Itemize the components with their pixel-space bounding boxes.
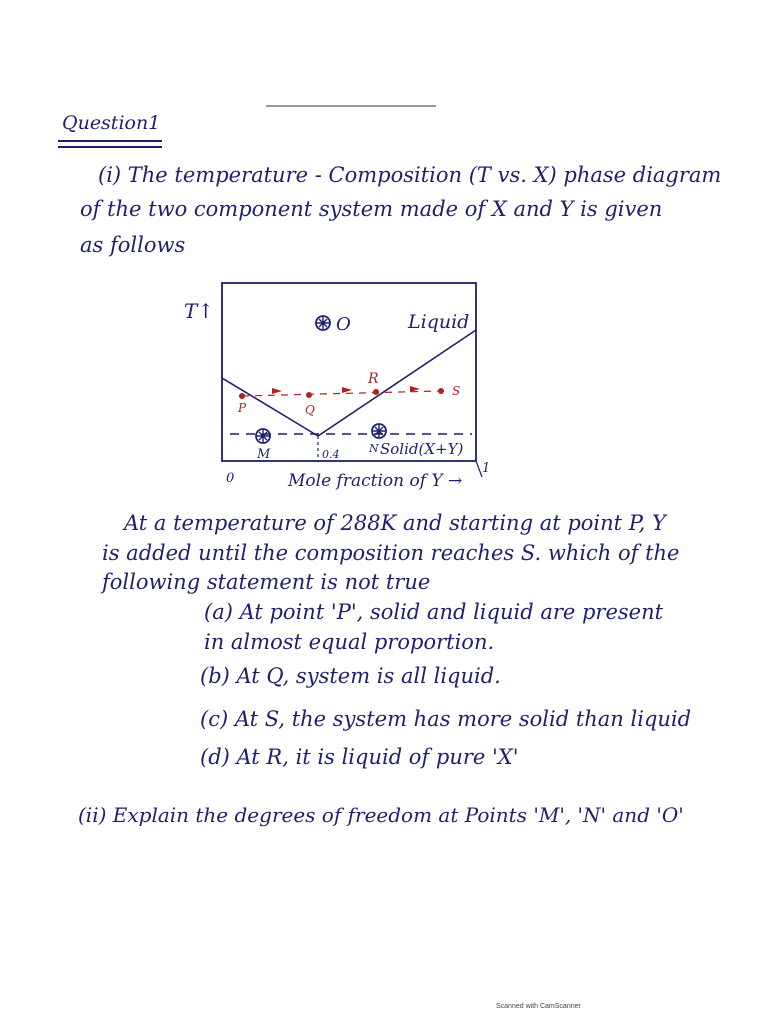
- point-Q-dot: [306, 392, 312, 398]
- question-paragraph-line-1: At a temperature of 288K and starting at point P, Y: [124, 511, 666, 535]
- point-O-hatch: [317, 317, 329, 329]
- t-axis-label: T↑: [184, 299, 215, 323]
- solid-region-label: Solid(X+Y): [380, 440, 464, 458]
- intro-line-2: of the two component system made of X and Y is given: [80, 197, 663, 221]
- point-O-label: O: [336, 314, 351, 335]
- point-S-dot: [438, 388, 444, 394]
- scanner-watermark: Scanned with CamScanner: [496, 1003, 581, 1010]
- x-axis-label: Mole fraction of Y →: [288, 471, 463, 491]
- option-a-line-1: (a) At point 'P', solid and liquid are present: [204, 600, 664, 624]
- point-P-dot: [239, 393, 245, 399]
- intro-line-3: as follows: [80, 233, 186, 257]
- option-a-line-2: in almost equal proportion.: [204, 630, 495, 654]
- option-d: (d) At R, it is liquid of pure 'X': [200, 745, 519, 769]
- option-b: (b) At Q, system is all liquid.: [200, 664, 501, 688]
- eutectic-composition-label: 0.4: [322, 448, 340, 461]
- point-S-label: S: [452, 384, 461, 398]
- part-ii-question: (ii) Explain the degrees of freedom at Points 'M', 'N' and 'O': [78, 803, 684, 827]
- liquid-region-label: Liquid: [408, 311, 470, 333]
- point-N-hatch: [373, 425, 385, 437]
- question-heading: Question1: [62, 112, 161, 134]
- intro-line-1: (i) The temperature - Composition (T vs. X) phase diagram: [98, 163, 722, 187]
- question-paragraph-line-2: is added until the composition reaches S. which of the: [102, 541, 680, 565]
- option-c: (c) At S, the system has more solid than liquid: [200, 707, 692, 731]
- point-R-dot: [373, 389, 379, 395]
- point-P-label: P: [238, 401, 247, 415]
- question-paragraph-line-3: following statement is not true: [102, 570, 431, 594]
- point-Q-label: Q: [305, 403, 315, 417]
- axis-origin-label: 0: [226, 471, 235, 486]
- axis-end-label: 1: [482, 461, 491, 476]
- liquidus-left-line: [222, 378, 318, 436]
- point-R-label: R: [368, 371, 379, 387]
- point-M-hatch: [257, 430, 269, 442]
- point-N-label: N: [369, 442, 379, 455]
- arrow-head-1: [272, 388, 282, 394]
- arrow-head-2: [342, 387, 352, 393]
- point-M-label: M: [257, 447, 271, 462]
- liquidus-right-line: [318, 330, 476, 436]
